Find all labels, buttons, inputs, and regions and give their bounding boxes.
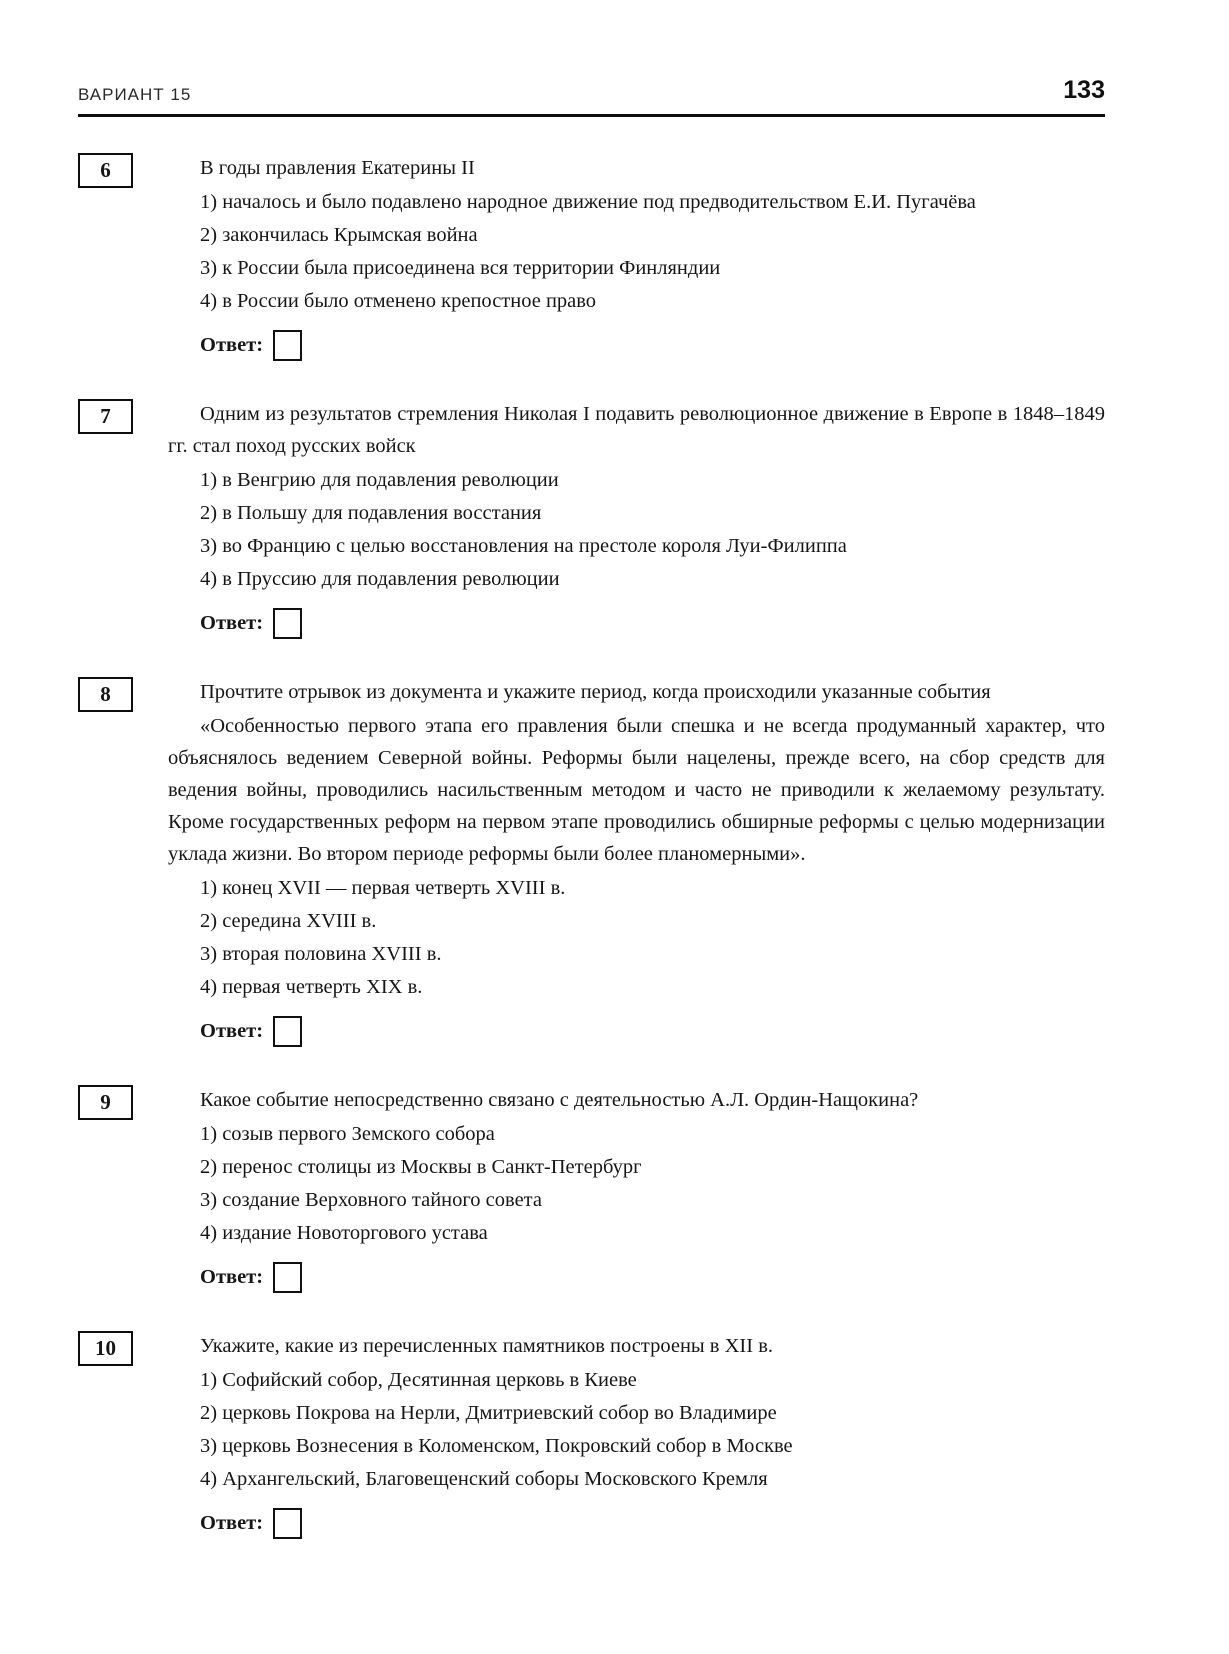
option: 3) вторая половина XVIII в. xyxy=(200,943,442,965)
question-7 xyxy=(78,398,1105,641)
answer-input-box[interactable] xyxy=(273,330,302,361)
question-number-box xyxy=(78,399,133,434)
option: 3) создание Верховного тайного совета xyxy=(200,1189,542,1211)
question-number: 6 xyxy=(100,158,111,182)
question-number: 8 xyxy=(100,682,111,706)
answer-label: Ответ: xyxy=(200,612,264,634)
option: 2) середина XVIII в. xyxy=(200,910,377,932)
question-text: Какое событие непосредственно связано с деятельностью А.Л. Ордин-Нащокина? xyxy=(200,1089,919,1111)
option: 4) первая четверть XIX в. xyxy=(200,976,423,998)
question-text: В годы правления Екатерины II xyxy=(200,157,475,179)
question-10 xyxy=(78,1330,1105,1541)
question-9 xyxy=(78,1084,1105,1295)
option: 1) созыв первого Земского собора xyxy=(200,1123,495,1145)
question-body xyxy=(168,676,1105,1049)
answer-input-box[interactable] xyxy=(273,1016,302,1047)
question-body xyxy=(168,398,1105,641)
options-list xyxy=(168,1364,1105,1496)
question-body xyxy=(168,152,1105,363)
option: 2) в Польшу для подавления восстания xyxy=(200,502,542,524)
option: 1) началось и было подавлено народное движение под предводительством Е.И. Пугачёва xyxy=(200,191,976,213)
question-text: Одним из результатов стремления Николая I подавить революционное движение в Европе в 1848–1849 гг. стал поход русских войск xyxy=(168,403,1105,457)
variant-label: ВАРИАНТ 15 xyxy=(78,85,192,104)
option: 4) издание Новоторгового устава xyxy=(200,1222,488,1244)
page-number: 133 xyxy=(1063,76,1105,104)
options-list xyxy=(168,186,1105,318)
question-number-box xyxy=(78,153,133,188)
question-8 xyxy=(78,676,1105,1049)
answer-row xyxy=(168,327,1105,363)
question-number: 7 xyxy=(100,404,111,428)
question-number: 10 xyxy=(95,1336,116,1360)
answer-label: Ответ: xyxy=(200,1512,264,1534)
answer-input-box[interactable] xyxy=(273,1262,302,1293)
page-header xyxy=(78,76,1105,105)
question-body xyxy=(168,1330,1105,1541)
option: 3) церковь Вознесения в Коломенском, Покровский собор в Москве xyxy=(200,1435,793,1457)
options-list xyxy=(168,872,1105,1004)
question-text: Укажите, какие из перечисленных памятников построены в XII в. xyxy=(200,1335,773,1357)
question-number: 9 xyxy=(100,1090,111,1114)
answer-label: Ответ: xyxy=(200,1020,264,1042)
option: 4) в Пруссию для подавления революции xyxy=(200,568,560,590)
header-rule xyxy=(78,114,1105,117)
question-text: Прочтите отрывок из документа и укажите период, когда происходили указанные события xyxy=(200,681,991,703)
option: 2) перенос столицы из Москвы в Санкт-Петербург xyxy=(200,1156,642,1178)
answer-row xyxy=(168,605,1105,641)
question-number-box xyxy=(78,677,133,712)
option: 3) к России была присоединена вся территории Финляндии xyxy=(200,257,721,279)
answer-label: Ответ: xyxy=(200,1266,264,1288)
answer-input-box[interactable] xyxy=(273,1508,302,1539)
options-list xyxy=(168,1118,1105,1250)
option: 4) в России было отменено крепостное право xyxy=(200,290,597,312)
option: 2) закончилась Крымская война xyxy=(200,224,478,246)
option: 1) Софийский собор, Десятинная церковь в Киеве xyxy=(200,1369,637,1391)
option: 4) Архангельский, Благовещенский соборы Московского Кремля xyxy=(200,1468,768,1490)
options-list xyxy=(168,464,1105,596)
document-excerpt: «Особенностью первого этапа его правления были спешка и не всегда продуманный характер, что объяснялось ведением Северной войны. Реформы были нацелены, прежде всего, на сбор средств для ведения войны, проводились насильственным методом и часто не приводили к желаемому результату. Кроме государственных реформ на первом этапе проводились обширные реформы с целью модернизации уклада жизни. Во втором периоде реформы были более планомерными». xyxy=(168,715,1105,865)
option: 3) во Францию с целью восстановления на престоле короля Луи-Филиппа xyxy=(200,535,847,557)
option: 1) в Венгрию для подавления революции xyxy=(200,469,559,491)
answer-row xyxy=(168,1505,1105,1541)
question-number-box xyxy=(78,1085,133,1120)
question-6 xyxy=(78,152,1105,363)
answer-row xyxy=(168,1013,1105,1049)
answer-label: Ответ: xyxy=(200,334,264,356)
question-body xyxy=(168,1084,1105,1295)
answer-input-box[interactable] xyxy=(273,608,302,639)
answer-row xyxy=(168,1259,1105,1295)
option: 1) конец XVII — первая четверть XVIII в. xyxy=(200,877,566,899)
option: 2) церковь Покрова на Нерли, Дмитриевский собор во Владимире xyxy=(200,1402,777,1424)
question-number-box xyxy=(78,1331,133,1366)
